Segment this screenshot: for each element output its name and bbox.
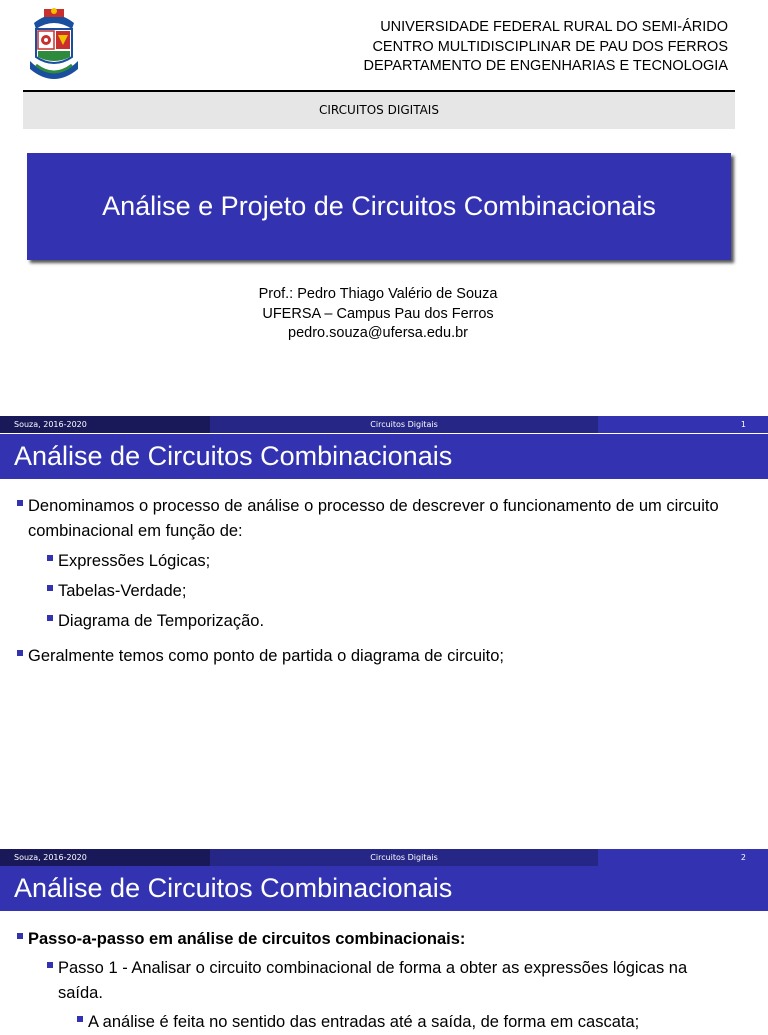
bullet-icon — [47, 585, 53, 591]
list-item: A análise é feita no sentido das entradas até a saída, de forma em cascata; — [0, 1010, 728, 1035]
footer-author: Souza, 2016-2020 — [14, 853, 87, 862]
author-institution: UFERSA – Campus Pau dos Ferros — [262, 305, 494, 322]
bullet-icon — [47, 615, 53, 621]
bullet-icon — [17, 650, 23, 656]
bullet-icon — [47, 962, 53, 968]
university-header — [364, 18, 728, 77]
list-item: Expressões Lógicas; — [0, 549, 728, 574]
center-name: CENTRO MULTIDISCIPLINAR DE PAU DOS FERROS — [372, 38, 728, 55]
bullet-icon — [17, 933, 23, 939]
slide-1-content — [0, 494, 768, 669]
presentation-title: Análise e Projeto de Circuitos Combinacionais — [27, 153, 731, 260]
author-email: pedro.souza@ufersa.edu.br — [288, 325, 468, 341]
bullet-icon — [17, 500, 23, 506]
slide-1-title — [0, 434, 768, 479]
author-block — [0, 285, 756, 344]
footer-course: Circuitos Digitais — [370, 420, 438, 429]
slide-2-content — [0, 927, 768, 1035]
footer-course: Circuitos Digitais — [370, 853, 438, 862]
slide-1-footbar — [0, 416, 768, 433]
department-name: DEPARTAMENTO DE ENGENHARIAS E TECNOLOGIA — [363, 58, 728, 74]
page-number: 2 — [740, 853, 746, 862]
footer-author: Souza, 2016-2020 — [14, 420, 87, 429]
frame-title-text: Análise de Circuitos Combinacionais — [14, 441, 453, 471]
list-item: Tabelas-Verdade; — [0, 579, 728, 604]
list-item: Passo 1 - Analisar o circuito combinacional de forma a obter as expressões lógicas na saída. — [0, 956, 728, 1006]
university-logo-icon — [26, 5, 82, 85]
page-number: 1 — [740, 420, 746, 429]
slide-2-title — [0, 866, 768, 911]
author-name: Prof.: Pedro Thiago Valério de Souza — [258, 286, 498, 302]
list-item: Passo-a-passo em análise de circuitos combinacionais: — [0, 927, 728, 952]
bullet-icon — [47, 555, 53, 561]
bullet-icon — [77, 1016, 83, 1022]
slide-2-footbar — [0, 849, 768, 866]
list-item: Diagrama de Temporização. — [0, 609, 728, 634]
frame-title-text: Análise de Circuitos Combinacionais — [14, 873, 453, 903]
list-item: Denominamos o processo de análise o processo de descrever o funcionamento de um circuito combinacional em função de: — [0, 494, 728, 544]
course-bar: CIRCUITOS DIGITAIS — [23, 90, 735, 129]
university-name: UNIVERSIDADE FEDERAL RURAL DO SEMI-ÁRIDO — [380, 19, 728, 35]
list-item: Geralmente temos como ponto de partida o diagrama de circuito; — [0, 644, 728, 669]
